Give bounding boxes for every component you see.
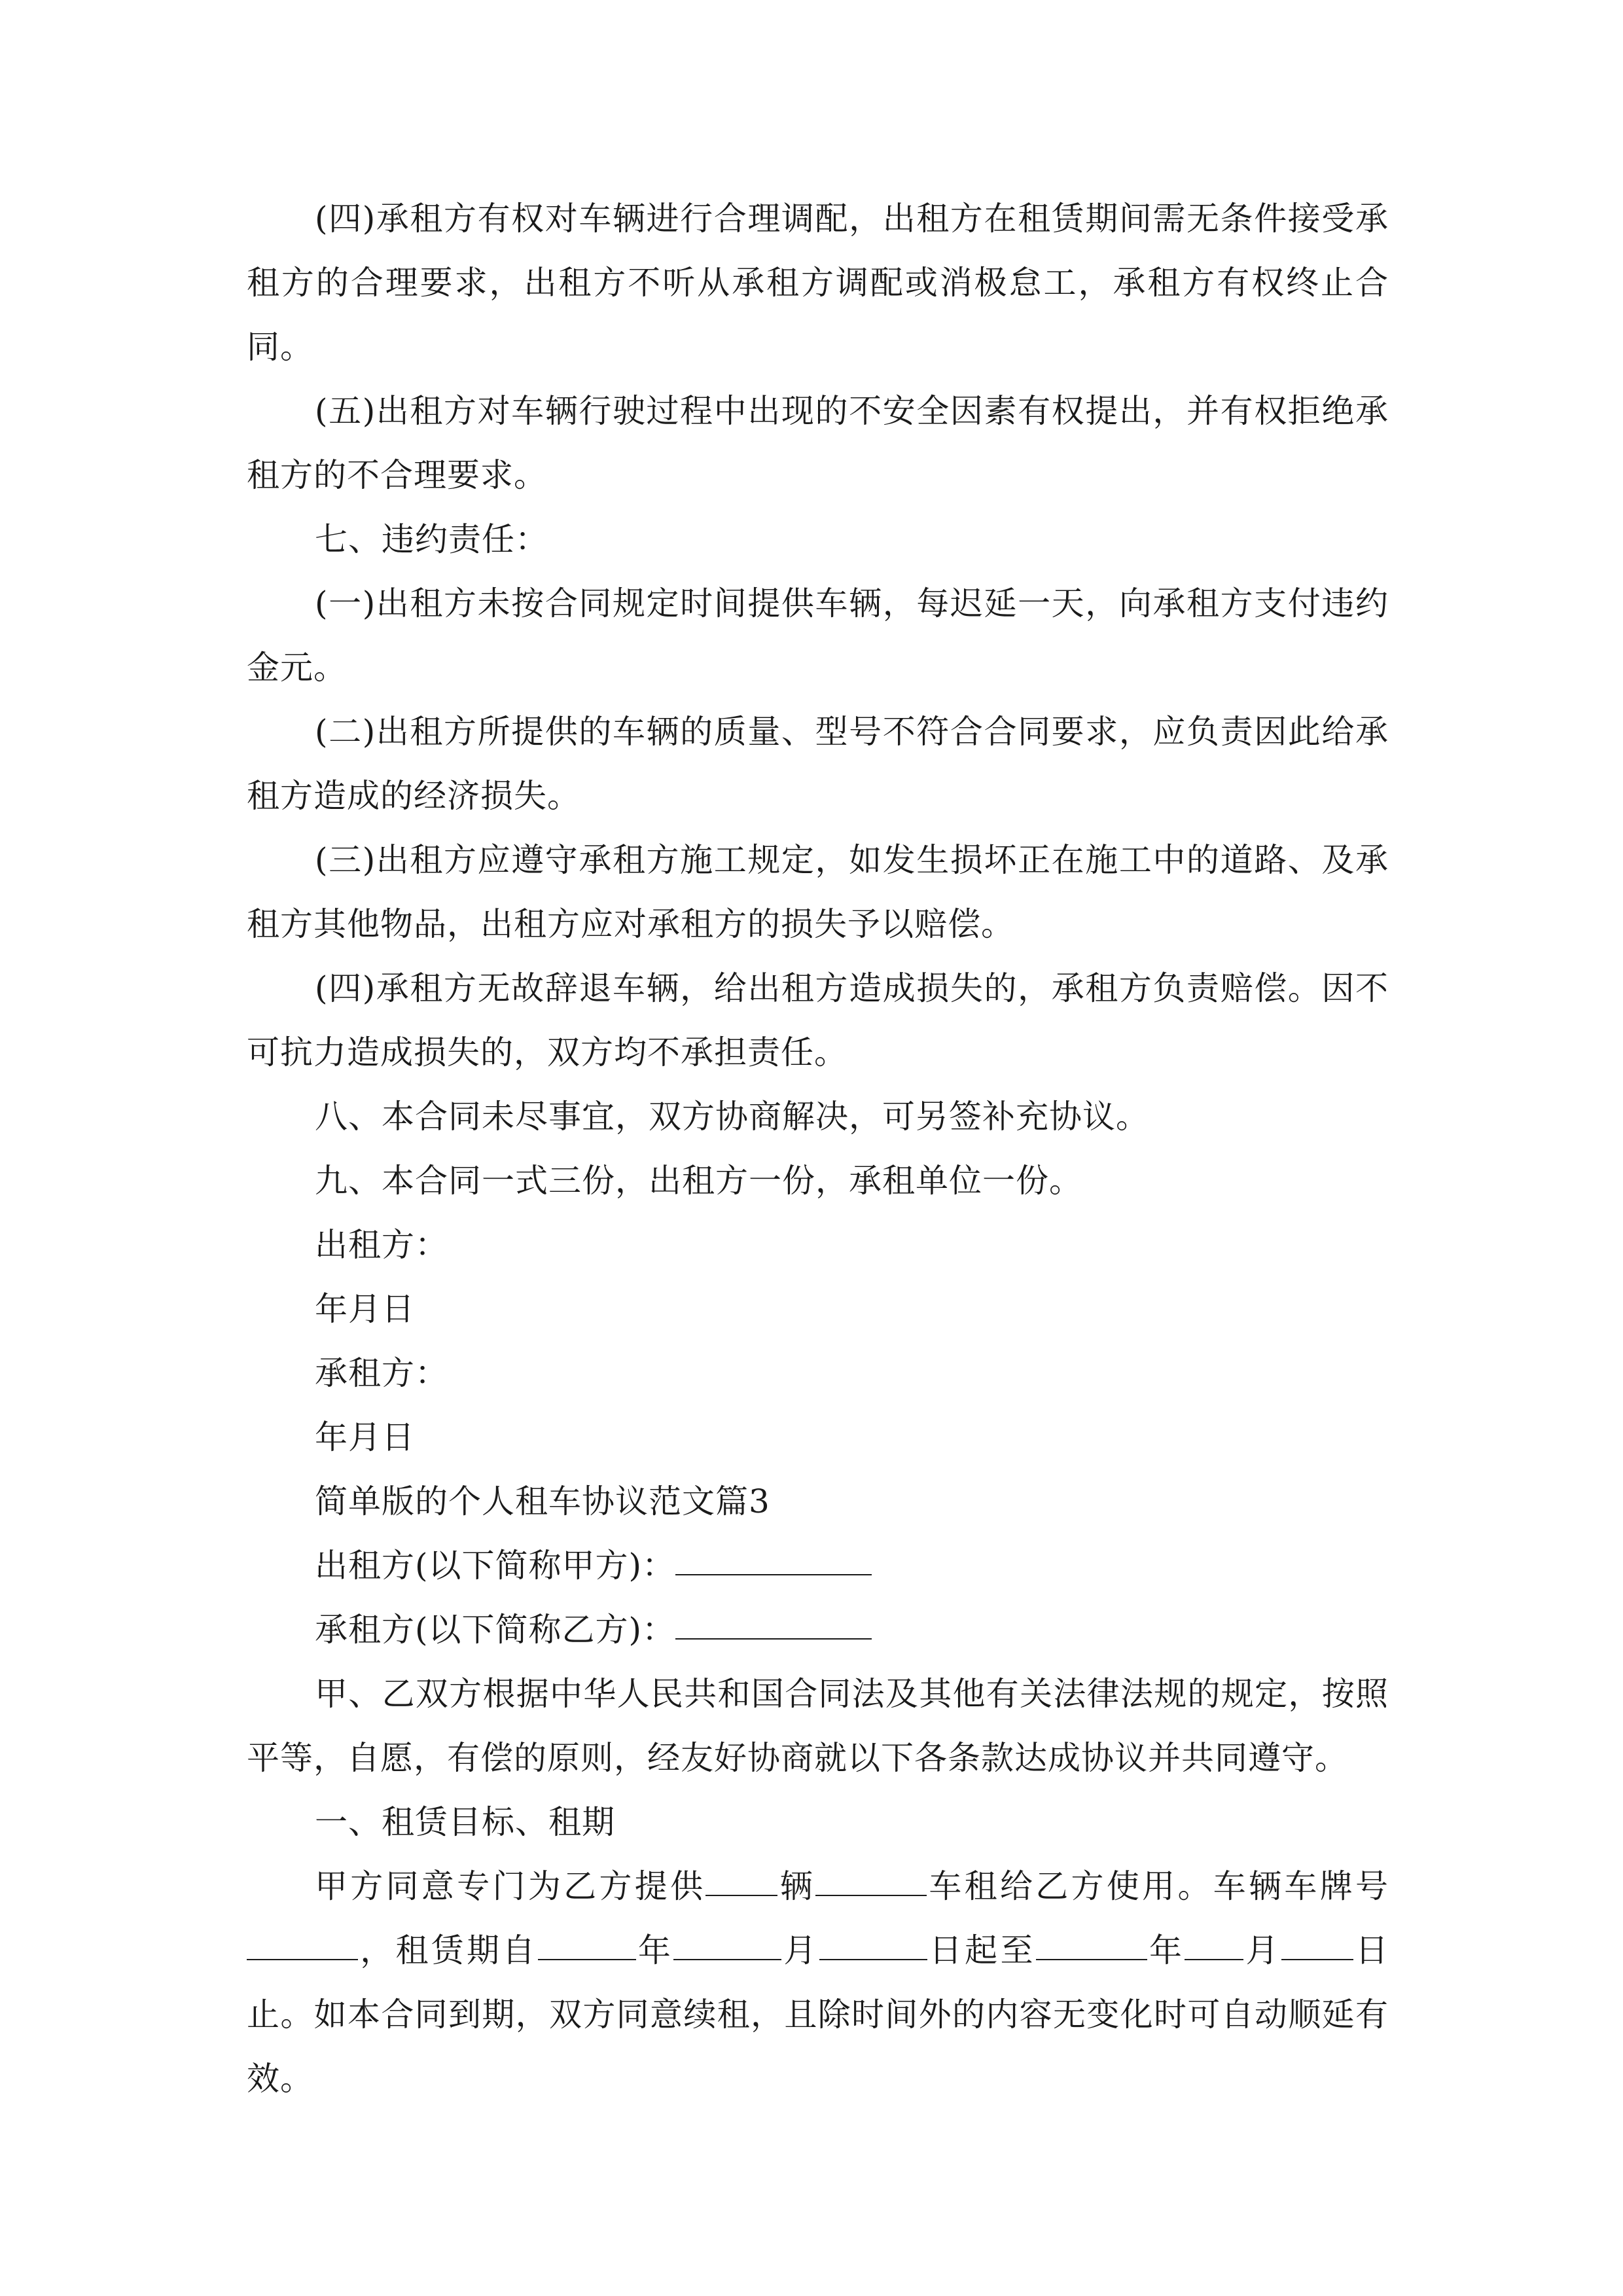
- end-day-blank: [1281, 1958, 1353, 1960]
- section-7-heading: 七、违约责任：: [315, 520, 548, 558]
- lease-text-8: 年: [1147, 1931, 1185, 1969]
- lease-clause: [247, 1854, 1389, 2111]
- clause-4-lessee-rights: (四)承租方有权对车辆进行合理调配，出租方在租赁期间需无条件接受承租方的合理要求，出租方不听从承租方调配或消极怠工，承租方有权终止合同。: [247, 200, 1389, 366]
- start-year-blank: [538, 1958, 636, 1960]
- lease-text-5: 年: [635, 1931, 674, 1969]
- vehicle-count-blank: [705, 1894, 777, 1896]
- party-a-label: 出租方(以下简称甲方)：: [315, 1547, 676, 1585]
- lessor-date-label: 年月日: [315, 1290, 415, 1328]
- end-year-blank: [1036, 1958, 1147, 1960]
- agreement-preamble: 甲、乙双方根据中华人民共和国合同法及其他有关法律法规的规定，按照平等，自愿，有偿的原则，经友好协商就以下各条款达成协议并共同遵守。: [247, 1675, 1389, 1777]
- party-a-line: [247, 1534, 1389, 1598]
- lease-text-2: 辆: [777, 1867, 816, 1905]
- breach-clause-4: (四)承租方无故辞退车辆，给出租方造成损失的，承租方负责赔偿。因不可抗力造成损失的，双方均不承担责任。: [247, 969, 1389, 1071]
- lease-text-10: 日止。如本合同到期，双方同意续租，且除时间外的内容无变化时可自动顺延有效。: [247, 1931, 1389, 2098]
- lease-text-6: 月: [781, 1931, 819, 1969]
- article-3-title: 简单版的个人租车协议范文篇3: [315, 1482, 770, 1520]
- lessee-date-label: 年月日: [315, 1418, 415, 1456]
- lease-text-1: 甲方同意专门为乙方提供: [315, 1867, 706, 1905]
- lessee-signature-label: 承租方：: [315, 1354, 448, 1392]
- start-day-blank: [819, 1958, 927, 1960]
- lease-text-3: 车租给乙方使用。车辆车牌号: [927, 1867, 1389, 1905]
- section-1-heading: 一、租赁目标、租期: [315, 1803, 615, 1841]
- start-month-blank: [673, 1958, 781, 1960]
- lease-text-4: ，租赁期自: [358, 1931, 538, 1969]
- clause-5-lessor-rights: (五)出租方对车辆行驶过程中出现的不安全因素有权提出，并有权拒绝承租方的不合理要求。: [247, 392, 1389, 494]
- vehicle-type-blank: [815, 1894, 927, 1896]
- lease-text-7: 日起至: [927, 1931, 1036, 1969]
- section-9: 九、本合同一式三份，出租方一份，承租单位一份。: [315, 1162, 1082, 1200]
- breach-clause-1: (一)出租方未按合同规定时间提供车辆，每迟延一天，向承租方支付违约金元。: [247, 584, 1389, 687]
- party-a-blank: [675, 1573, 872, 1575]
- breach-clause-3: (三)出租方应遵守承租方施工规定，如发生损坏正在施工中的道路、及承租方其他物品，出租方应对承租方的损失予以赔偿。: [247, 841, 1389, 943]
- lessor-signature-label: 出租方：: [315, 1226, 448, 1264]
- party-b-blank: [675, 1638, 872, 1640]
- section-8: 八、本合同未尽事宜，双方协商解决，可另签补充协议。: [315, 1098, 1149, 1136]
- plate-number-blank: [247, 1958, 358, 1960]
- document-page: [247, 187, 1389, 2111]
- party-b-line: [247, 1598, 1389, 1662]
- lease-text-9: 月: [1243, 1931, 1281, 1969]
- party-b-label: 承租方(以下简称乙方)：: [315, 1611, 676, 1649]
- breach-clause-2: (二)出租方所提供的车辆的质量、型号不符合合同要求，应负责因此给承租方造成的经济损失。: [247, 713, 1389, 815]
- end-month-blank: [1185, 1958, 1243, 1960]
